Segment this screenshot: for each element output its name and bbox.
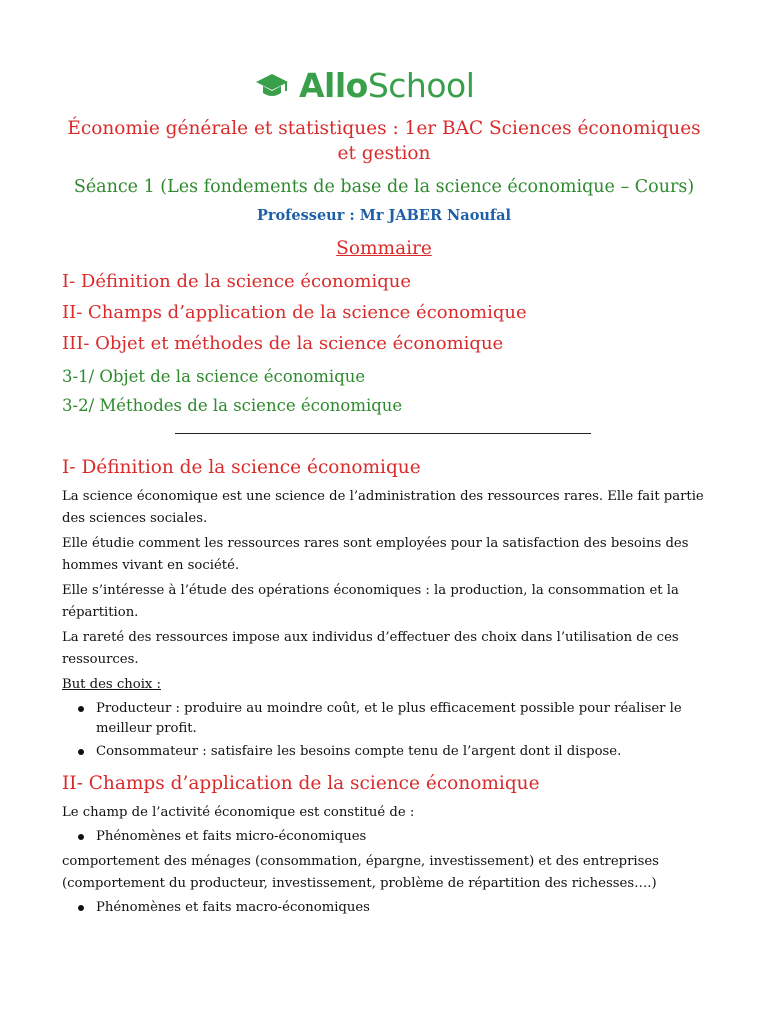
divider: [175, 433, 591, 434]
paragraph: La rareté des ressources impose aux individus d’effectuer des choix dans l’utilisation de ces ressources.: [62, 630, 679, 667]
choices-label: But des choix :: [62, 677, 161, 692]
logo-text-allo: Allo: [299, 66, 368, 105]
list-item-text: Consommateur : satisfaire les besoins compte tenu de l’argent dont il dispose.: [96, 744, 622, 759]
professor-line: Professeur : Mr JABER Naoufal: [256, 207, 512, 224]
table-of-contents: [62, 266, 706, 420]
logo: [255, 66, 474, 106]
toc-item-2: II- Champs d’application de la science économique: [62, 302, 527, 323]
bullet-icon: [78, 749, 84, 755]
paragraph: La science économique est une science de l’administration des ressources rares. Elle fait partie des sciences sociales.: [62, 489, 704, 526]
logo-text-school: School: [367, 66, 475, 105]
choices-list: [62, 699, 706, 762]
paragraph: comportement des ménages (consommation, épargne, investissement) et des entreprises (comportement du producteur, investissement, problème de répartition des richesses….): [62, 854, 659, 891]
toc-item-3: III- Objet et méthodes de la science économique: [62, 333, 504, 354]
micro-list: [62, 827, 706, 847]
toc-subitem-1: 3-1/ Objet de la science économique: [62, 367, 366, 386]
document-title: [62, 116, 706, 166]
toc-subitem-2: 3-2/ Méthodes de la science économique: [62, 396, 403, 415]
paragraph: Elle s’intéresse à l’étude des opérations économiques : la production, la consommation et la répartition.: [62, 583, 679, 620]
bullet-icon: [78, 834, 84, 840]
title-line-1: Économie générale et statistiques : 1er BAC Sciences économiques: [67, 118, 701, 139]
document-body: [62, 454, 706, 922]
paragraph: Le champ de l’activité économique est constitué de :: [62, 805, 415, 820]
summary-heading: Sommaire: [336, 238, 432, 259]
list-item-text: Phénomènes et faits micro-économiques: [96, 829, 367, 844]
title-line-2: et gestion: [337, 143, 431, 164]
list-item: [62, 898, 706, 918]
list-item: [62, 699, 706, 739]
bullet-icon: [78, 706, 84, 712]
macro-list: [62, 898, 706, 918]
paragraph: Elle étudie comment les ressources rares sont employées pour la satisfaction des besoins des hommes vivant en société.: [62, 536, 689, 573]
list-item-text: Phénomènes et faits macro-économiques: [96, 900, 370, 915]
session-subtitle: Séance 1 (Les fondements de base de la science économique – Cours): [73, 177, 695, 197]
section-1-heading: I- Définition de la science économique: [62, 457, 421, 478]
list-item: [62, 827, 706, 847]
section-2-heading: II- Champs d’application de la science économique: [62, 773, 540, 794]
graduation-cap-icon: [255, 71, 289, 101]
list-item-text: Producteur : produire au moindre coût, et le plus efficacement possible pour réaliser le meilleur profit.: [96, 701, 682, 736]
bullet-icon: [78, 905, 84, 911]
toc-item-1: I- Définition de la science économique: [62, 271, 411, 292]
list-item: [62, 742, 706, 762]
